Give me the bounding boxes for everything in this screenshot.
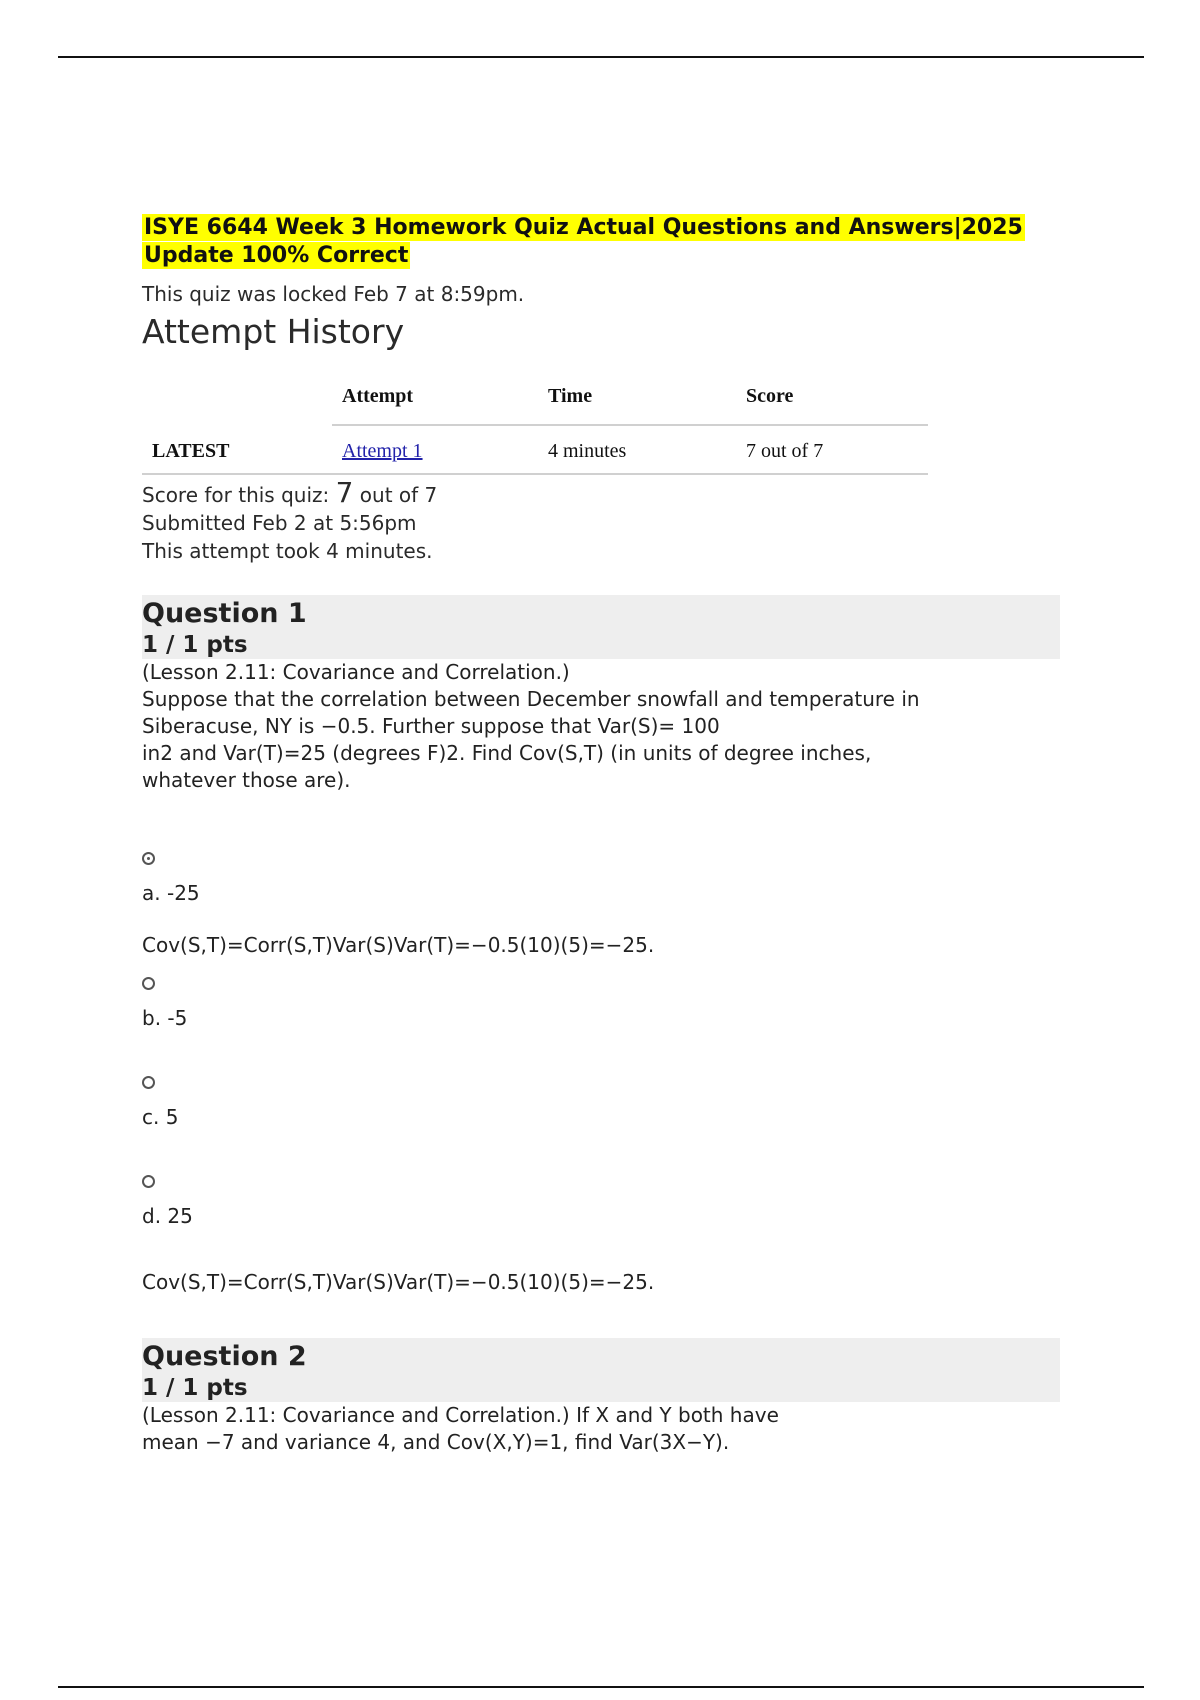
question-2-text [142, 1402, 902, 1456]
document-title [142, 214, 1082, 270]
radio-button-a[interactable] [142, 852, 155, 865]
question-1-line-4: in2 and Var(T)=25 (degrees F)2. Find Cov(S,T) (in units of degree inches, [142, 741, 872, 765]
question-1-line-2: Suppose that the correlation between December snowfall and temperature in [142, 687, 920, 711]
radio-button-b[interactable] [142, 977, 155, 990]
question-2-points: 1 / 1 pts [142, 1375, 248, 1401]
answer-option-d [142, 1173, 1082, 1228]
question-1-answers [142, 850, 1082, 1294]
answer-label-b: b. -5 [142, 1006, 188, 1030]
question-1-explanation: Cov(S,T)=Corr(S,T)Var(S)Var(T)=−0.5(10)(5)=−25. [142, 1270, 655, 1294]
answer-label-c: c. 5 [142, 1105, 179, 1129]
attempt-history-heading: Attempt History [142, 312, 405, 351]
question-2-line-2: mean −7 and variance 4, and Cov(X,Y)=1, find Var(3X−Y). [142, 1430, 730, 1454]
question-1-text [142, 659, 1072, 794]
header-attempt: Attempt [332, 379, 538, 425]
locked-notice: This quiz was locked Feb 7 at 8:59pm. [142, 282, 525, 306]
header-time: Time [538, 379, 736, 425]
radio-button-d[interactable] [142, 1175, 155, 1188]
title-line-2: Update 100% Correct [144, 243, 409, 268]
attempt-cell [332, 425, 538, 474]
question-2-line-1: (Lesson 2.11: Covariance and Correlation.) If X and Y both have [142, 1403, 779, 1427]
bottom-rule [58, 1686, 1144, 1688]
question-1-header [142, 595, 1060, 659]
attempt-1-link[interactable]: Attempt 1 [342, 440, 423, 462]
answer-a-explanation: Cov(S,T)=Corr(S,T)Var(S)Var(T)=−0.5(10)(5)=−25. [142, 933, 655, 957]
score-suffix: out of 7 [359, 483, 438, 507]
latest-label: LATEST [142, 425, 332, 474]
quiz-summary [142, 476, 1082, 565]
answer-option-a [142, 850, 1082, 957]
question-2-title: Question 2 [142, 1341, 307, 1372]
submitted-line: Submitted Feb 2 at 5:56pm [142, 511, 417, 535]
answer-option-c [142, 1074, 1082, 1129]
duration-line: This attempt took 4 minutes. [142, 539, 433, 563]
header-blank [142, 379, 332, 425]
time-cell: 4 minutes [538, 425, 736, 474]
answer-label-a: a. -25 [142, 881, 200, 905]
question-2-header [142, 1338, 1060, 1402]
question-1-line-5: whatever those are). [142, 768, 351, 792]
score-cell: 7 out of 7 [736, 425, 928, 474]
score-line [142, 476, 1082, 509]
quiz-content [142, 214, 1082, 1456]
attempt-history-table [142, 379, 928, 475]
score-prefix: Score for this quiz: [142, 483, 330, 507]
question-1-title: Question 1 [142, 598, 307, 629]
table-header-row [142, 379, 928, 425]
header-score: Score [736, 379, 928, 425]
answer-option-b [142, 975, 1082, 1030]
answer-label-d: d. 25 [142, 1204, 193, 1228]
top-rule [58, 56, 1144, 58]
question-1-line-1: (Lesson 2.11: Covariance and Correlation.) [142, 660, 570, 684]
radio-button-c[interactable] [142, 1076, 155, 1089]
question-1-points: 1 / 1 pts [142, 632, 248, 658]
table-row [142, 425, 928, 474]
question-1-line-3: Siberacuse, NY is −0.5. Further suppose that Var(S)= 100 [142, 714, 720, 738]
score-value: 7 [335, 476, 354, 509]
title-line-1: ISYE 6644 Week 3 Homework Quiz Actual Questions and Answers|2025 [144, 215, 1023, 240]
